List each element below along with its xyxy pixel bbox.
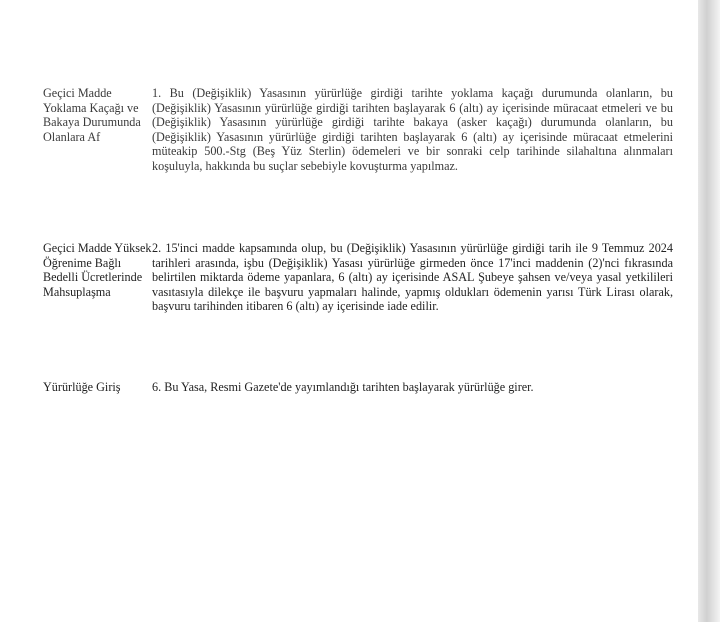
section-margin-title: Geçici Madde Yoklama Kaçağı ve Bakaya Durumunda Olanlara Af bbox=[43, 86, 141, 144]
section-body: 1. Bu (Değişiklik) Yasasının yürürlüğe girdiği tarihte yoklama kaçağı durumunda olanların, bu (Değişiklik) Yasasının yürürlüğe girdiği tarihten başlayarak 6 (altı) ay içerisinde müracaat etmeleri ve bu (Değişiklik) Yasasının yürürlüğe girdiği tarihte bakaya (asker kaçağı) durumunda olanların, bu (Değişiklik) Yasasının yürürlüğe girdiği tarihten başlayarak 6 (altı) ay içerisinde müracaat etmelerini müteakip 500.-Stg (Beş Yüz Sterlin) ödemeleri ve bir sonraki celp tarihinde silahaltına alınmaları koşuluyla, hakkında bu suçlar sebebiyle kovuşturma yapılmaz. bbox=[152, 86, 673, 173]
section-margin-title: Geçici Madde Yüksek Öğrenime Bağlı Bedelli Ücretlerinde Mahsuplaşma bbox=[43, 241, 152, 299]
section-margin-title: Yürürlüğe Giriş bbox=[43, 380, 121, 394]
section-temporary-article-amnesty bbox=[43, 86, 673, 174]
section-body: 6. Bu Yasa, Resmi Gazete'de yayımlandığı tarihten başlayarak yürürlüğe girer. bbox=[152, 380, 534, 394]
page-edge-shadow bbox=[698, 0, 720, 622]
section-body: 2. 15'inci madde kapsamında olup, bu (Değişiklik) Yasasının yürürlüğe girdiği tarih ile 9 Temmuz 2024 tarihleri arasında, işbu (Değişiklik) Yasası yürürlüğe girmeden önce 17'inci maddenin (2)'nci fıkrasında belirtilen miktarda ödeme yapanlara, 6 (altı) ay içerisinde ASAL Şubeye şahsen ve/veya yasal yetkilileri vasıtasıyla dilekçe ile başvuru yapmaları halinde, yapmış oldukları ödemenin yarısı Türk Lirası olarak, başvuru tarihinden itibaren 6 (altı) ay içerisinde iade edilir. bbox=[152, 241, 673, 314]
section-temporary-article-fee-offset bbox=[43, 241, 673, 314]
section-entry-into-force bbox=[43, 380, 673, 395]
